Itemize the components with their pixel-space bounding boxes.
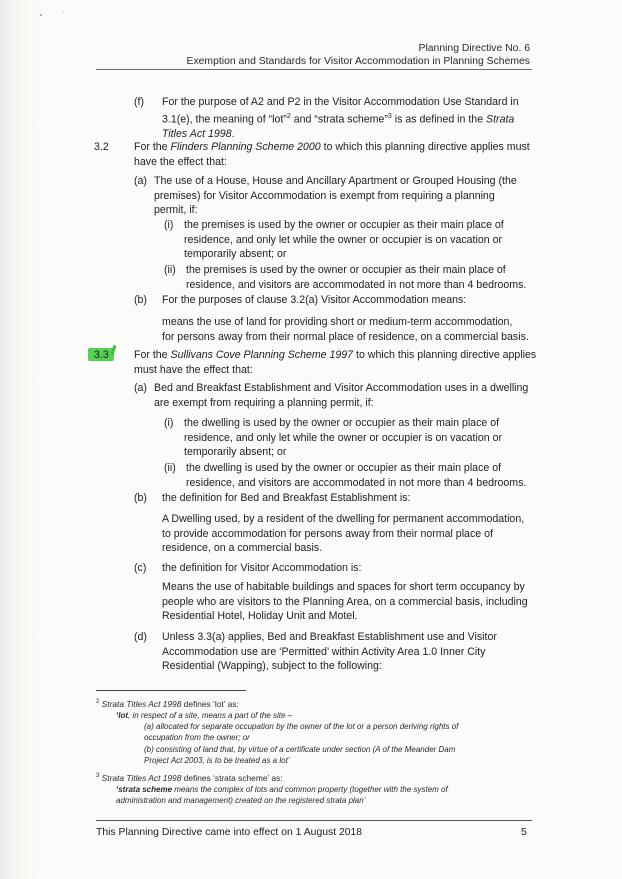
text-run: to which this planning directive applies must <box>320 141 530 153</box>
item-f-line2 <box>162 110 542 127</box>
item-f-line1: For the purpose of A2 and P2 in the Visitor Accommodation Use Standard in <box>162 96 519 108</box>
quote-line: (b) consisting of land that, by virtue of a certificate under section (A of the Meander Dam <box>144 744 456 754</box>
text-line: means the use of land for providing short or medium-term accommodation, <box>162 316 513 328</box>
text-line: Unless 3.3(a) applies, Bed and Breakfast Establishment use and Visitor <box>162 631 497 643</box>
s32-b-text <box>162 293 546 308</box>
text-run: and “strata scheme” <box>290 113 388 126</box>
text-line: residence, and only let while the owner or occupier is on vacation or <box>184 233 502 246</box>
footnote-3-quote <box>116 784 536 806</box>
s33-b-definition <box>162 512 546 556</box>
section-3-2-number: 3.2 <box>94 141 109 153</box>
header-rule <box>96 69 532 70</box>
text-run: 3.1(e), the meaning of “lot” <box>162 113 287 126</box>
s33-d-text <box>162 630 546 674</box>
text-line: The use of a House, House and Ancillary Apartment or Grouped Housing (the <box>154 175 517 187</box>
quote-line <box>116 710 536 721</box>
text-line: Means the use of habitable buildings and spaces for short term occupancy by <box>162 581 525 593</box>
section-3-3-number: 3.3 <box>94 349 109 361</box>
footnote-ref-3: 3 <box>387 112 392 120</box>
text-line: residence, and visitors are accommodated in not more than 4 bedrooms. <box>186 476 527 489</box>
act-title: Strata Titles Act 1998 <box>101 698 182 709</box>
s32-a-text <box>154 174 544 218</box>
footer-effective-date: This Planning Directive came into effect on 1 August 2018 <box>96 827 363 838</box>
s33-a-label: (a) <box>134 382 147 394</box>
s32-b-label: (b) <box>134 294 147 306</box>
footnote-marker: 3 <box>96 773 100 779</box>
act-title: Titles Act 1998 <box>162 127 232 140</box>
section-3-3-line2: must have the effect that: <box>134 363 253 376</box>
s33-c-text <box>162 561 546 576</box>
s32-b-definition <box>162 315 546 344</box>
text-line: to provide accommodation for persons away from their normal place of <box>162 527 493 540</box>
s33-a-text <box>154 381 546 410</box>
text-line: temporarily absent; or <box>184 446 287 459</box>
footnote-separator <box>96 690 246 691</box>
text-run: to which this planning directive applies <box>353 349 537 361</box>
footnote-ref-2: 2 <box>286 112 291 120</box>
header-subtitle: Exemption and Standards for Visitor Accommodation in Planning Schemes <box>186 56 530 67</box>
text-line: the premises is used by the owner or occupier as their main place of <box>186 264 506 276</box>
text-run: . <box>231 127 235 140</box>
page-number: 5 <box>521 827 527 838</box>
scan-speck <box>63 12 64 13</box>
section-3-3-intro <box>134 348 544 377</box>
quote-line: occupation from the owner; or <box>144 733 250 743</box>
text-line: Residential Hotel, Holiday Unit and Motel. <box>162 610 358 623</box>
text-run: For the <box>134 349 171 361</box>
text-line: the dwelling is used by the owner or occupier as their main place of <box>184 417 500 429</box>
footnote-marker: 2 <box>96 699 100 705</box>
highlighter-tick <box>111 345 117 355</box>
s33-d-label: (d) <box>134 631 147 643</box>
text-line: the definition for Visitor Accommodation is: <box>162 562 362 574</box>
text-line: Bed and Breakfast Establishment and Visitor Accommodation uses in a dwelling <box>154 382 529 394</box>
text-line: Residential (Wapping), subject to the following: <box>162 660 382 673</box>
s33-b-text <box>162 491 546 506</box>
act-title: Strata <box>486 113 515 126</box>
text-line: the dwelling is used by the owner or occupier as their main place of <box>186 462 502 474</box>
item-f-label: (f) <box>134 96 144 108</box>
scan-speck <box>40 14 42 16</box>
s33-i-label: (i) <box>164 417 174 429</box>
text-run: For the <box>134 141 171 153</box>
text-run: , in respect of a site, means a part of the site – <box>128 711 293 720</box>
text-run: means the complex of lots and common property (together with the system of <box>172 785 448 794</box>
footnote-3 <box>96 771 536 784</box>
s32-i-label: (i) <box>164 219 174 231</box>
text-line: A Dwelling used, by a resident of the dwelling for permanent accommodation, <box>162 513 525 525</box>
text-line: the definition for Bed and Breakfast Establishment is: <box>162 492 411 504</box>
text-line: For the purposes of clause 3.2(a) Visitor Accommodation means: <box>162 294 467 306</box>
scheme-title: Sullivans Cove Planning Scheme 1997 <box>170 349 354 361</box>
text-line: temporarily absent; or <box>184 248 287 261</box>
footnote-2-quote <box>116 710 536 766</box>
quote-line: (a) allocated for separate occupation by the owner of the lot or a person deriving rights of <box>144 722 459 732</box>
item-f-text <box>162 95 542 141</box>
text-run: is as defined in the <box>391 113 487 126</box>
section-3-2-line2: have the effect that: <box>134 155 227 168</box>
text-run: defines ‘lot’ as: <box>181 698 239 709</box>
text-line: permit, if: <box>154 204 198 217</box>
quote-line: administration and management) created on the registered strata plan’ <box>116 796 366 806</box>
text-line: premises) for Visitor Accommodation is exempt from requiring a planning <box>154 189 495 202</box>
s33-c-definition <box>162 580 548 624</box>
s33-b-label: (b) <box>134 492 147 504</box>
text-line: people who are visitors to the Planning Area, on a commercial basis, including <box>162 595 528 608</box>
text-line: for persons away from their normal place of residence, on a commercial basis. <box>162 330 529 343</box>
text-line: residence, on a commercial basis. <box>162 542 323 555</box>
text-line: Accommodation use are ‘Permitted’ within Activity Area 1.0 Inner City <box>162 645 486 658</box>
section-3-3-line1 <box>134 348 544 363</box>
s32-ii-label: (ii) <box>164 264 176 276</box>
quote-line: Project Act 2003, is to be treated as a lot’ <box>144 755 290 765</box>
s32-ii-text <box>186 263 546 292</box>
text-line: residence, and only let while the owner or occupier is on vacation or <box>184 431 502 444</box>
s33-ii-text <box>186 461 546 490</box>
text-run: defines ‘strata scheme’ as: <box>181 772 283 783</box>
text-line: the premises is used by the owner or occupier as their main place of <box>184 219 504 231</box>
text-line: residence, and visitors are accommodated in not more than 4 bedrooms. <box>186 278 527 291</box>
footer-rule <box>96 820 532 821</box>
s32-a-label: (a) <box>134 175 147 187</box>
header-title: Planning Directive No. 6 <box>418 43 530 54</box>
s33-i-text <box>184 416 544 460</box>
section-3-2-line1 <box>134 140 544 155</box>
s32-i-text <box>184 218 544 262</box>
defined-term: ‘lot <box>116 711 128 720</box>
quote-line <box>116 784 536 795</box>
s33-ii-label: (ii) <box>164 462 176 474</box>
scheme-title: Flinders Planning Scheme 2000 <box>170 141 321 153</box>
footnote-2 <box>96 697 536 710</box>
s33-c-label: (c) <box>134 562 147 574</box>
act-title: Strata Titles Act 1998 <box>101 772 182 783</box>
text-line: are exempt from requiring a planning permit, if: <box>154 396 374 409</box>
section-3-2-intro <box>134 140 544 169</box>
defined-term: ‘strata scheme <box>116 785 173 794</box>
